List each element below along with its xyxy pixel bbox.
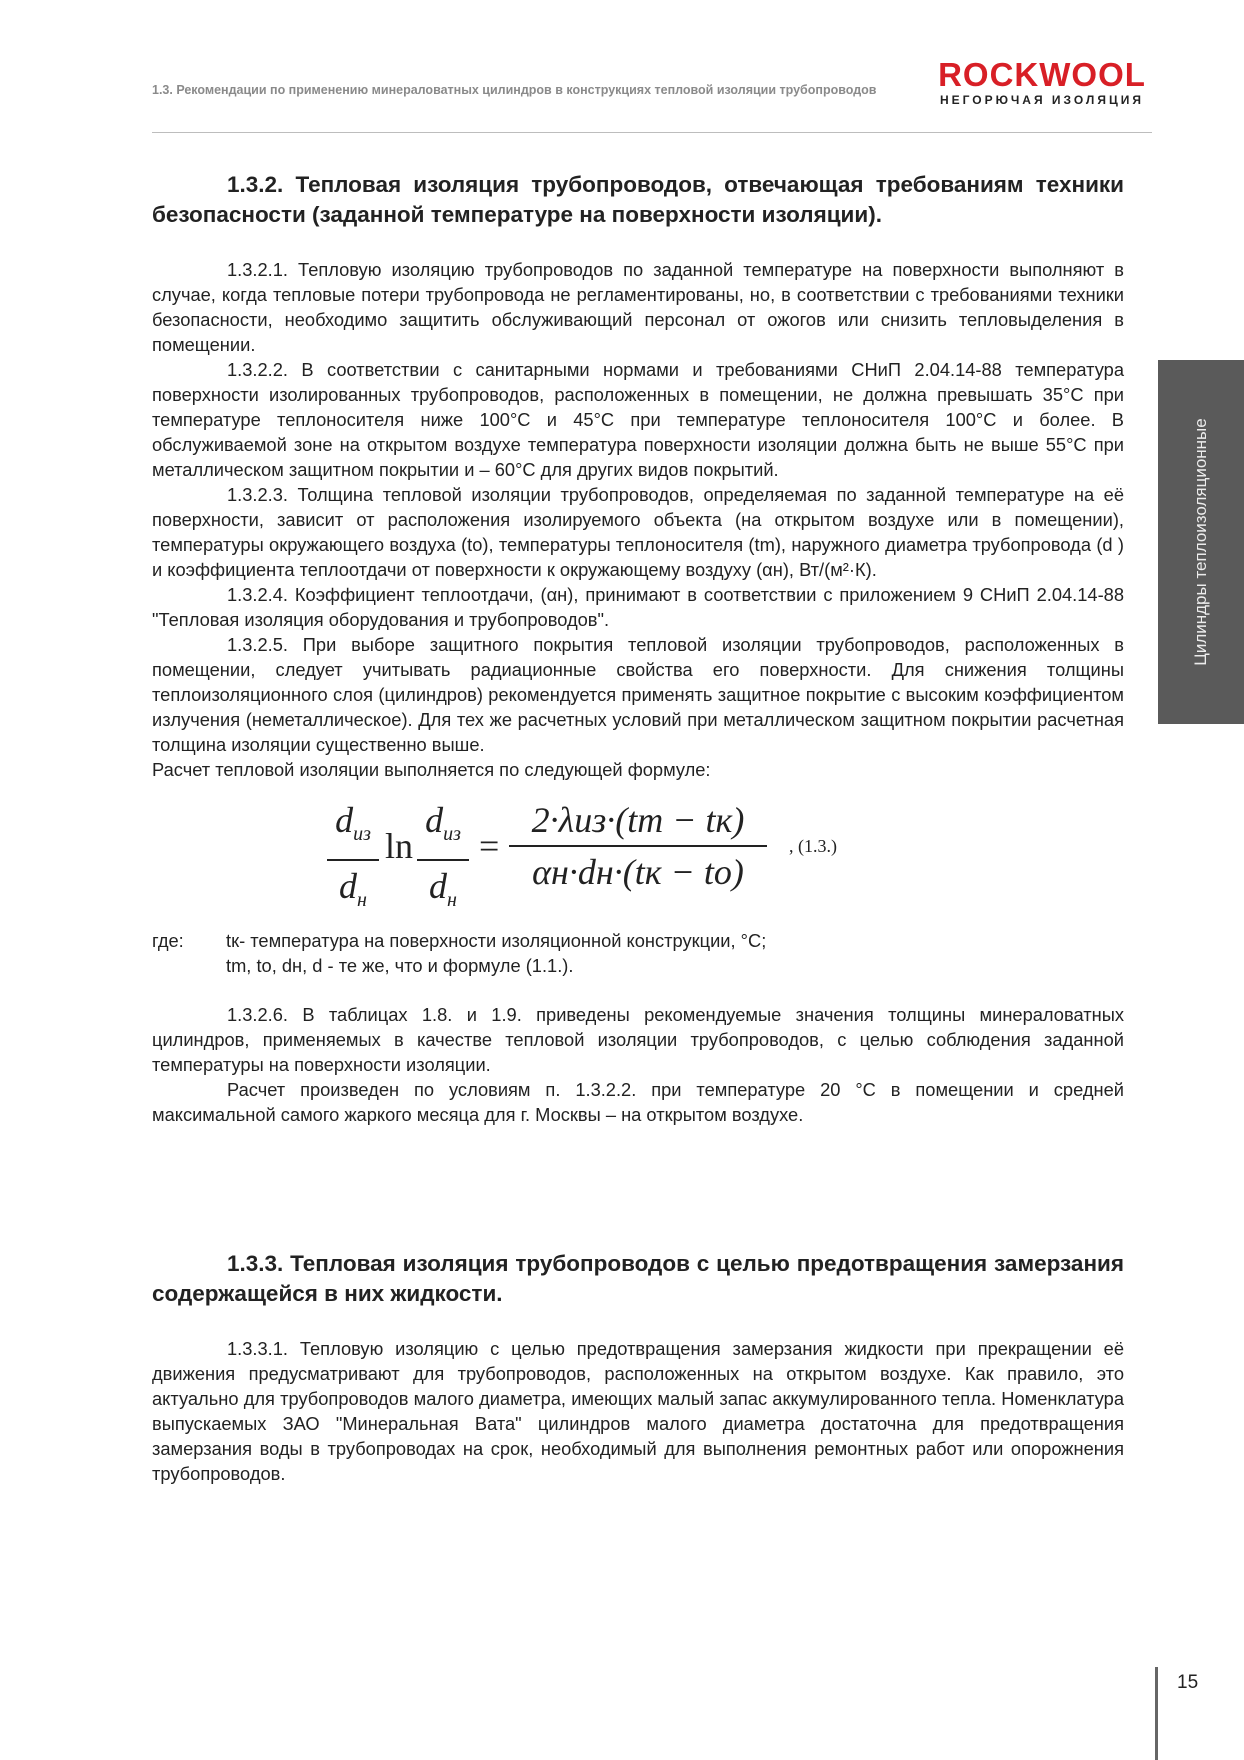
formula-symbol: d (429, 866, 448, 906)
paragraph-1-3-2-1: 1.3.2.1. Тепловую изоляцию трубопроводов по заданной температуре на поверхности выполняют в случае, когда тепловые потери трубопровода не регламентированы, но, в соответствии с требованиями техники безопасности, необходимо защитить обслуживающий персонал от ожогов или снизить тепловыделения в помещении. (152, 259, 1124, 355)
formula-subscript: из (443, 823, 461, 845)
page-number: 15 (1177, 1672, 1199, 1693)
where-line-2: tm, tо, dн, d - те же, что и формуле (1.1.). (226, 955, 574, 976)
where-line-1: tк- температура на поверхности изоляционной конструкции, °С; (226, 930, 767, 951)
paragraph-1-3-3-1: 1.3.3.1. Тепловую изоляцию с целью предотвращения замерзания жидкости при прекращении её движения предусматривают для трубопроводов, расположенных на открытом воздухе. Как правило, это актуально для трубопроводов малого диаметра, имеющих малый запас аккумулированного тепла. Номенклатура выпускаемых ЗАО "Минеральная Вата" цилиндров малого диаметра достаточна для предотвращения замерзания воды в трубопроводах на срок, необходимый для выполнения ремонтных работ или опорожнения трубопроводов. (152, 1338, 1124, 1484)
paragraph-1-3-2-5: 1.3.2.5. При выборе защитного покрытия тепловой изоляции трубопроводов, расположенных в помещении, следует учитывать радиационные свойства его поверхности. Для снижения толщины теплоизоляционного слоя (цилиндров) рекомендуется применять защитное покрытие с высоким коэффициентом излучения (неметаллическое). Для тех же расчетных условий при металлическом защитном покрытии расчетная толщина изоляции существенно выше. (152, 634, 1124, 755)
formula-intro: Расчет тепловой изоляции выполняется по следующей формуле: (152, 759, 711, 780)
formula-subscript: н (447, 889, 457, 911)
formula-ln: ln (385, 826, 414, 866)
logo-brand: ROCKWOOL (938, 56, 1146, 93)
section-heading-1-3-2: 1.3.2. Тепловая изоляция трубопроводов, отвечающая требованиям техники безопасности (заданной температуре на поверхности изоляции). (152, 172, 1124, 227)
fraction-rhs (509, 798, 767, 894)
formula-equals: = (479, 826, 500, 866)
formula-symbol: d (339, 866, 358, 906)
paragraph-calculation-conditions: Расчет произведен по условиям п. 1.3.2.2. при температуре 20 °С в помещении и средней максимальной самого жаркого месяца для г. Москвы – на открытом воздухе. (152, 1079, 1124, 1125)
formula-subscript: из (353, 823, 371, 845)
fraction-d-iz-over-d-n-2 (417, 798, 469, 922)
page-number-rule (1155, 1667, 1158, 1760)
paragraph-1-3-2-3: 1.3.2.3. Толщина тепловой изоляции трубопроводов, определяемая по заданной температуре на её поверхности, зависит от расположения изолируемого объекта (на открытом воздухе или в помещении), температуры окружающего воздуха (tо), температуры теплоносителя (tm), наружного диаметра трубопровода (d ) и коэффициента теплоотдачи от поверхности к окружающему воздуху (αн), Вт/(м²·К). (152, 484, 1124, 580)
page-content (152, 170, 1124, 1486)
fraction-d-iz-over-d-n (327, 798, 379, 922)
paragraph-1-3-2-6: 1.3.2.6. В таблицах 1.8. и 1.9. приведены рекомендуемые значения толщины минераловатных цилиндров, применяемых в качестве тепловой изоляции трубопроводов, с целью соблюдения заданной температуры на поверхности изоляции. (152, 1004, 1124, 1075)
formula-symbol: d (335, 800, 354, 840)
formula-block (152, 794, 1124, 916)
formula-legend (152, 928, 1124, 988)
formula-rhs-numerator: 2·λиз·(tm − tк) (531, 800, 745, 840)
formula-rhs-denominator: αн·dн·(tк − tо) (532, 852, 744, 892)
formula-symbol: d (425, 800, 444, 840)
formula-subscript: н (357, 889, 367, 911)
header-section-title: 1.3. Рекомендации по применению минераловатных цилиндров в конструкциях тепловой изоляции трубопроводов (152, 83, 877, 97)
paragraph-1-3-2-2: 1.3.2.2. В соответствии с санитарными нормами и требованиями СНиП 2.04.14-88 температура поверхности изолированных трубопроводов, расположенных в помещении, не должна превышать 35°С при температуре теплоносителя ниже 100°С и 45°С при температуре теплоносителя 100°С и более. В обслуживаемой зоне на открытом воздухе температура поверхности изоляции должна быть не выше 55°С при металлическом защитном покрытии и – 60°С для других видов покрытий. (152, 359, 1124, 480)
paragraph-1-3-2-4: 1.3.2.4. Коэффициент теплоотдачи, (αн), принимают в соответствии с приложением 9 СНиП 2.04.14-88 "Тепловая изоляция оборудования и трубопроводов". (152, 584, 1124, 630)
formula-number: , (1.3.) (789, 836, 837, 856)
side-tab-label: Цилиндры теплоизоляционные (1191, 418, 1210, 666)
header-divider (152, 132, 1152, 133)
rockwool-logo (924, 58, 1160, 107)
section-heading-1-3-3: 1.3.3. Тепловая изоляция трубопроводов с целью предотвращения замерзания содержащейся в них жидкости. (152, 1251, 1124, 1306)
logo-tagline: НЕГОРЮЧАЯ ИЗОЛЯЦИЯ (939, 93, 1144, 107)
where-label: где: (152, 930, 184, 951)
formula-1-3 (327, 798, 927, 910)
